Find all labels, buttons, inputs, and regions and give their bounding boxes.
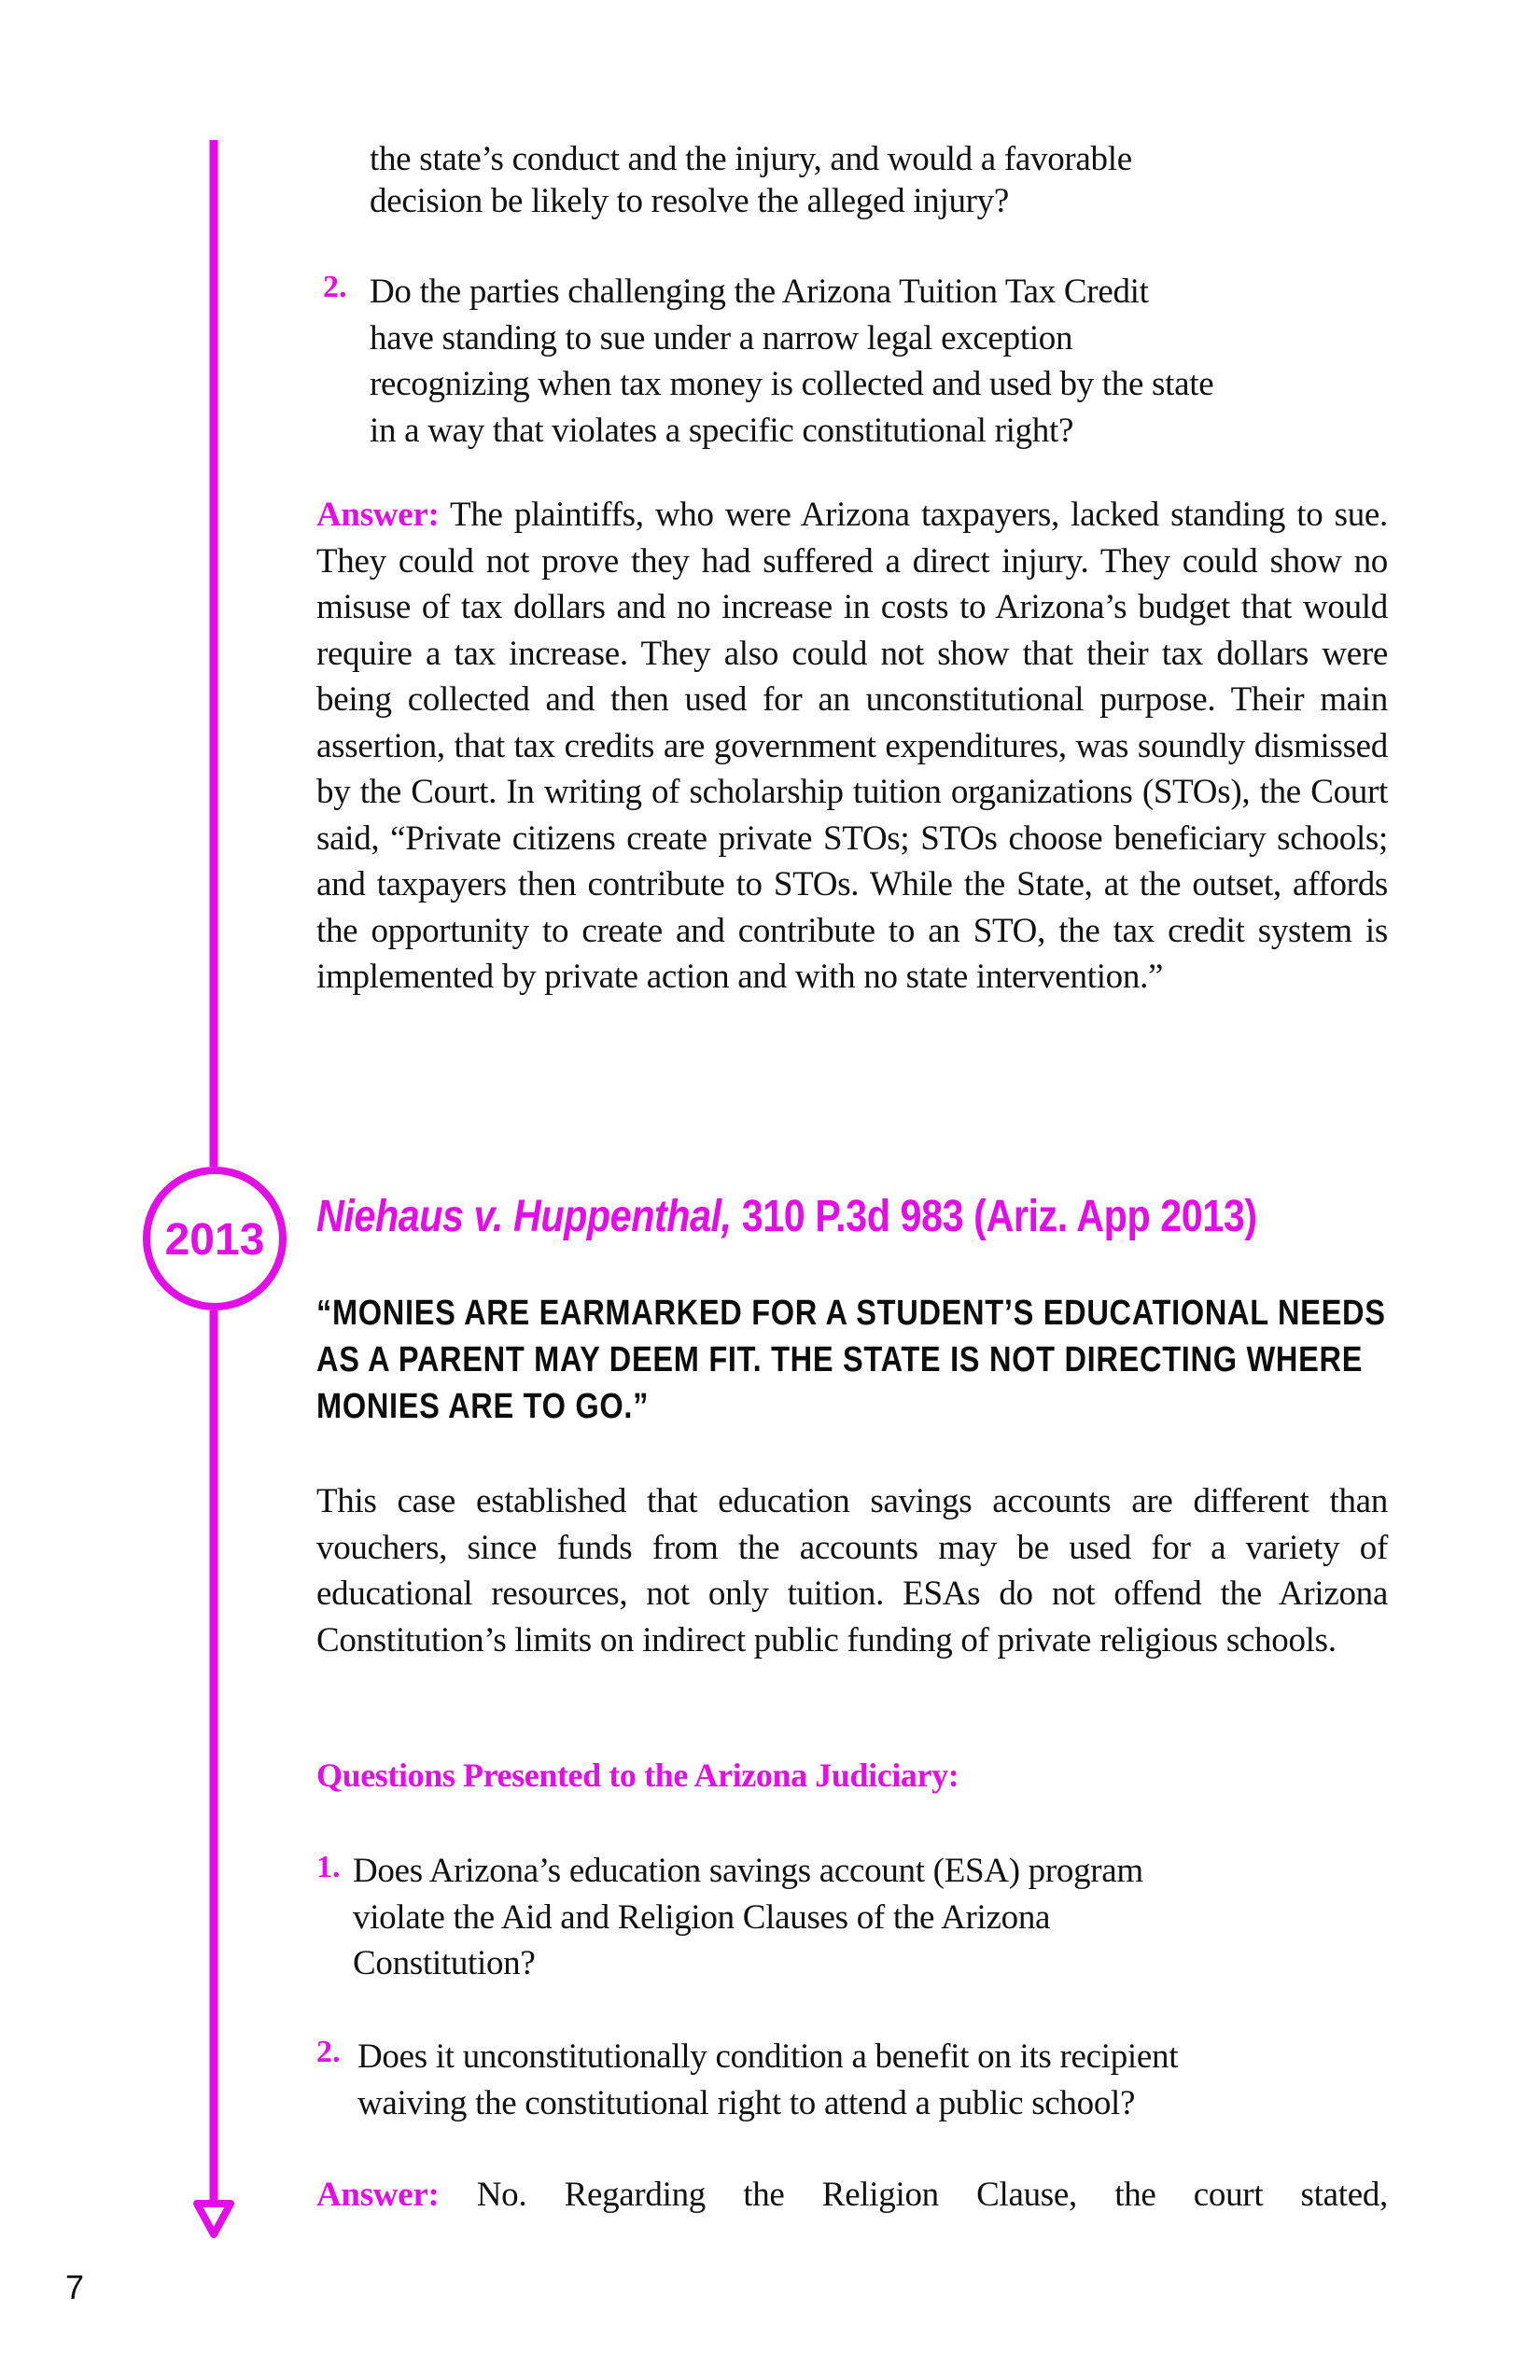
question-text <box>357 2034 1178 2126</box>
answer-label: Answer: <box>316 2176 440 2214</box>
answer-block <box>316 492 1388 1001</box>
text-line: decision be likely to resolve the alleged injury? <box>370 181 1009 220</box>
questions-heading: Questions Presented to the Arizona Judiciary: <box>316 1757 959 1794</box>
answer-paragraph <box>316 492 1388 1001</box>
question-text <box>370 269 1213 454</box>
text-line: Does Arizona’s education savings account (ESA) program <box>353 1852 1143 1890</box>
timeline <box>0 0 373 2380</box>
text-line: the state’s conduct and the injury, and would a favorable <box>370 140 1132 178</box>
case-name: Niehaus v. Huppenthal, <box>316 1192 732 1241</box>
summary-paragraph: This case established that education savings accounts are different than vouchers, since funds from the accounts may be used for a variety of educational resources, not only tuition. ESAs do not offend the Arizona Constitution’s limits on indirect public funding of private religious schools. <box>316 1482 1388 1659</box>
answer-text: The plaintiffs, who were Arizona taxpayers, lacked standing to sue. They could not prove they had suffered a direct injury. They could show no misuse of tax dollars and no increase in costs to Arizona’s budget that would require a tax increase. They also could not show that their tax dollars were being collected and then used for an unconstitutional purpose. Their main assertion, that tax credits are government expenditures, was soundly dismissed by the Court. In writing of scholarship tuition organizations (STOs), the Court said, “Private citizens create private STOs; STOs choose beneficiary schools; and taxpayers then contribute to STOs. While the State, at the outset, affords the opportunity to create and contribute to an STO, the tax credit system is implemented by private action and with no state intervention.” <box>316 496 1388 996</box>
question-text <box>353 1848 1143 1987</box>
answer-label: Answer: <box>316 496 440 534</box>
text-line: Constitution? <box>353 1944 536 1982</box>
text-line: Do the parties challenging the Arizona Tuition Tax Credit <box>370 273 1149 311</box>
pull-quote: “MONIES ARE EARMARKED FOR A STUDENT’S EDUCATIONAL NEEDS AS A PARENT MAY DEEM FIT. THE STATE IS NOT DIRECTING WHERE MONIES ARE TO GO.” <box>316 1294 1386 1426</box>
case-title <box>316 1191 1257 1242</box>
question-number: 2. <box>323 270 347 304</box>
page-number: 7 <box>65 2268 85 2306</box>
answer-paragraph <box>316 2172 1388 2219</box>
year-label: 2013 <box>164 1215 265 1265</box>
text-line: violate the Aid and Religion Clauses of the Arizona <box>353 1897 1051 1937</box>
down-arrow-icon <box>197 2204 231 2234</box>
answer-block <box>316 2172 1388 2219</box>
case-citation: 310 P.3d 983 (Ariz. App 2013) <box>731 1192 1257 1241</box>
question-number: 2. <box>316 2035 341 2069</box>
text-line: recognizing when tax money is collected and used by the state <box>370 365 1214 403</box>
text-line: have standing to sue under a narrow legal exception <box>370 318 1073 357</box>
text-line: Does it unconstitutionally condition a benefit on its recipient <box>357 2037 1179 2076</box>
answer-text: No. Regarding the Religion Clause, the court stated, <box>476 2176 1389 2214</box>
summary-block <box>316 1478 1388 1663</box>
text-line: in a way that violates a specific constitutional right? <box>370 411 1074 450</box>
continued-question <box>370 136 1132 224</box>
text-line: waiving the constitutional right to attend a public school? <box>357 2083 1136 2122</box>
question-number: 1. <box>316 1850 341 1884</box>
